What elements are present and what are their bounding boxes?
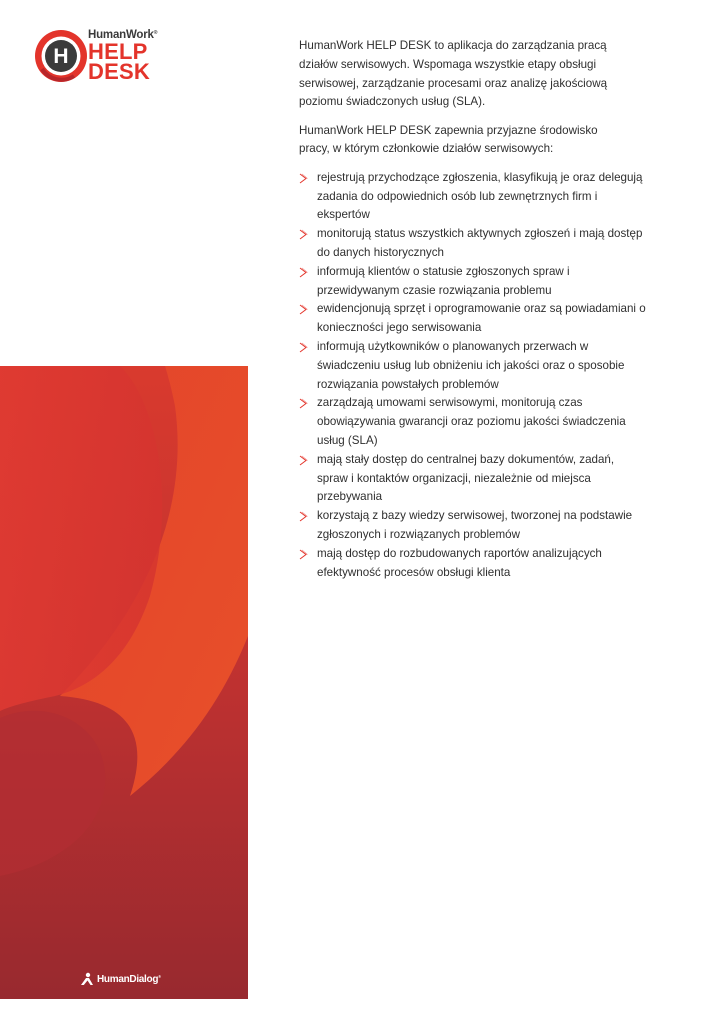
list-item-text: rejestrują przychodzące zgłoszenia, klasyfikują je oraz delegują zadania do odpowiednich osób lub zewnętrznych firm i ekspertów	[317, 170, 643, 222]
list-item	[299, 451, 669, 507]
chevron-right-icon	[299, 455, 308, 466]
humandialog-logo	[80, 970, 161, 988]
list-item	[299, 338, 669, 394]
logo-registered-mark: ®	[153, 30, 158, 36]
list-item-text: informują klientów o statusie zgłoszonych spraw i przewidywanym czasie rozwiązania problemu	[317, 264, 570, 297]
list-item-text: monitorują status wszystkich aktywnych zgłoszeń i mają dostęp do danych historycznych	[317, 227, 643, 259]
intro-paragraph-2: HumanWork HELP DESK zapewnia przyjazne środowisko pracy, w którym członkowie działów serwisowych:	[299, 123, 598, 156]
chevron-right-icon	[299, 342, 308, 353]
decorative-red-band	[0, 366, 248, 999]
chevron-right-icon	[299, 304, 308, 315]
list-item	[299, 263, 669, 301]
list-item-text: korzystają z bazy wiedzy serwisowej, tworzonej na podstawie zgłoszonych i rozwiązanych problemów	[317, 509, 633, 541]
chevron-right-icon	[299, 267, 308, 278]
logo-line-help: HELP	[88, 39, 148, 64]
list-item-text: informują użytkowników o planowanych przerwach w świadczeniu usług lub obniżeniu ich jakości oraz o sposobie rozwiązania powstałych problemów	[317, 339, 625, 391]
chevron-right-icon	[299, 229, 308, 240]
list-item	[299, 225, 669, 263]
footer-brand	[97, 974, 161, 985]
humandialog-person-icon	[80, 972, 94, 986]
main-content	[299, 37, 669, 582]
chevron-right-icon	[299, 511, 308, 522]
list-item	[299, 507, 669, 545]
list-item	[299, 545, 669, 583]
helpdesk-logo	[34, 29, 174, 89]
logo-brand-text: HumanWork	[88, 29, 154, 41]
list-item	[299, 300, 669, 338]
footer-brand-text: HumanDialog	[97, 973, 159, 985]
helpdesk-h-logo-icon	[34, 29, 88, 83]
chevron-right-icon	[299, 549, 308, 560]
footer-registered-mark: ®	[158, 973, 161, 979]
feature-list	[299, 169, 669, 583]
list-item	[299, 169, 669, 225]
list-item	[299, 394, 669, 450]
list-item-text: mają stały dostęp do centralnej bazy dokumentów, zadań, spraw i kontaktów organizacji, niezależnie od miejsca przebywania	[317, 452, 615, 504]
chevron-right-icon	[299, 173, 308, 184]
logo-line-desk: DESK	[88, 59, 150, 84]
list-item-text: mają dostęp do rozbudowanych raportów analizujących efektywność procesów obsługi klienta	[317, 546, 602, 579]
logo-mark-letter: H	[53, 45, 69, 68]
list-item-text: ewidencjonują sprzęt i oprogramowanie oraz są powiadamiani o konieczności jego serwisowania	[317, 302, 646, 335]
intro-paragraph-1: HumanWork HELP DESK to aplikacja do zarządzania pracą działów serwisowych. Wspomaga wszystkie etapy obsługi serwisowej, zarządzanie procesami oraz analizę jakościową poziomu świadczonych usług (SLA).	[299, 39, 608, 109]
chevron-right-icon	[299, 398, 308, 409]
list-item-text: zarządzają umowami serwisowymi, monitorują czas obowiązywania gwarancji oraz poziomu jakości świadczenia usług (SLA)	[317, 396, 626, 447]
